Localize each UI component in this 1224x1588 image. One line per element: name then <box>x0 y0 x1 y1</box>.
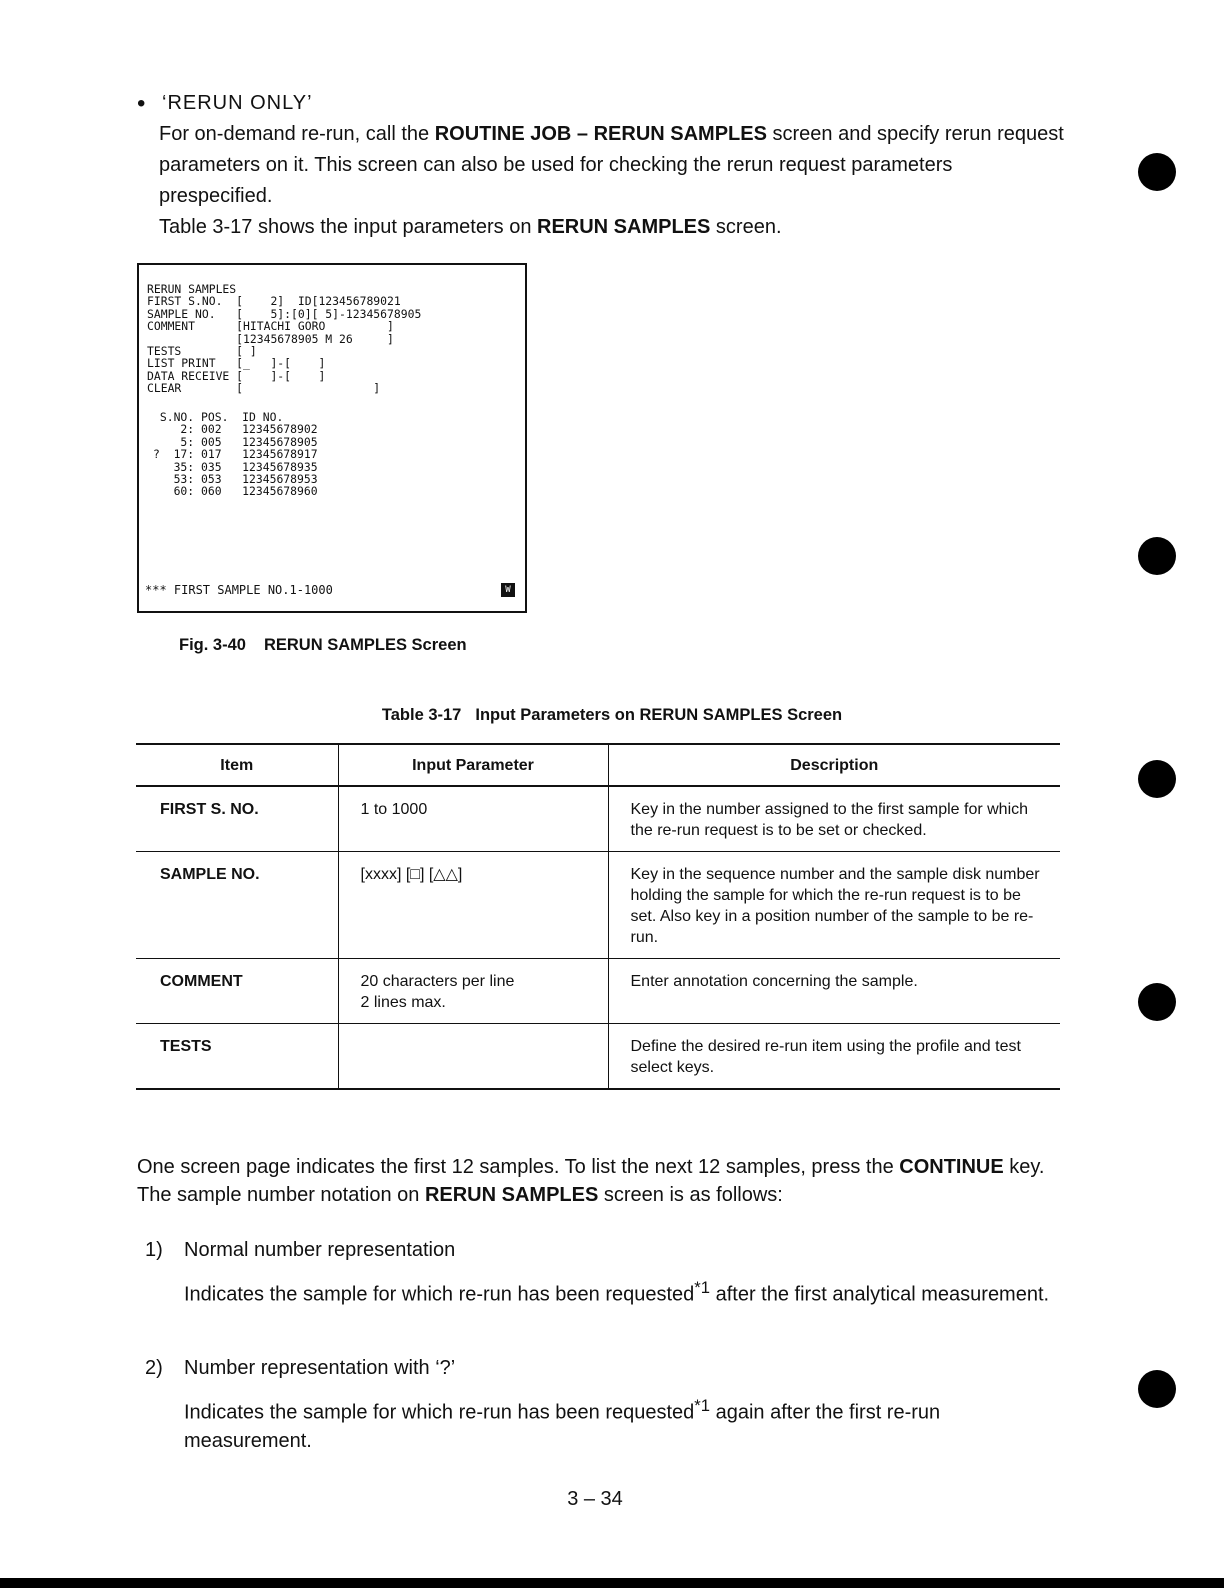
list-item-heading: Normal number representation <box>184 1239 456 1261</box>
page-number: 3 – 34 <box>567 1488 623 1510</box>
intro-paragraph-1: For on-demand re-run, call the ROUTINE JOB – RERUN SAMPLES screen and specify rerun request parameters on it. This screen can also be used for checking the rerun request parameters prespecified. <box>159 123 1064 207</box>
list-item <box>145 1354 1055 1455</box>
list-item-description: Indicates the sample for which re-run has been requested$^{*1}$ after the first analytical measurement. <box>184 1278 1050 1306</box>
list-item <box>145 1236 1055 1309</box>
table-number: Table 3-17 <box>381 706 462 724</box>
figure-title: RERUN SAMPLES Screen <box>263 636 467 654</box>
row-desc: Enter annotation concerning the sample. <box>608 959 1060 1024</box>
intro-paragraph-2: Table 3-17 shows the input parameters on RERUN SAMPLES screen. <box>159 216 782 238</box>
screen-footer-message: *** FIRST SAMPLE NO.1-1000 <box>145 583 333 597</box>
row-desc: Key in the sequence number and the sample disk number holding the sample for which the re-run request is to be set. Also key in a position number of the sample to be re-run. <box>608 852 1060 959</box>
intro-section <box>137 88 1067 243</box>
row-param <box>338 1024 608 1090</box>
screen-sample-list: S.NO. POS. ID NO. 2: 002 12345678902 5: 005 12345678905 ? 17: 017 12345678917 35: 035 12345678935 53: 053 12345678953 60: 060 12345678960 <box>153 410 318 499</box>
table-caption <box>0 706 1224 725</box>
page-bottom-edge <box>0 1578 1224 1588</box>
list-item-label: 2) <box>145 1357 163 1379</box>
column-header: Input Parameter <box>338 744 608 786</box>
binder-hole-icon <box>1138 760 1176 798</box>
binder-hole-icon <box>1138 983 1176 1021</box>
table-header-row <box>136 744 1060 786</box>
rerun-samples-screen-figure <box>137 263 527 613</box>
row-item: TESTS <box>136 1024 338 1090</box>
row-param: [xxxx] [□] [△△] <box>338 852 608 959</box>
bullet-title: • ‘RERUN ONLY’ <box>137 88 1067 119</box>
binder-hole-icon <box>1138 537 1176 575</box>
list-item-heading: Number representation with ‘?’ <box>184 1357 456 1379</box>
list-item-description: Indicates the sample for which re-run has been requested$^{*1}$ again after the first re-run measurement. <box>184 1396 941 1452</box>
column-header: Item <box>136 744 338 786</box>
table-row <box>136 786 1060 852</box>
table-row <box>136 1024 1060 1090</box>
row-param: 1 to 1000 <box>338 786 608 852</box>
row-param: 20 characters per line 2 lines max. <box>338 959 608 1024</box>
screen-status-icon: W <box>501 583 515 597</box>
column-header: Description <box>608 744 1060 786</box>
row-item: COMMENT <box>136 959 338 1024</box>
screen-parameter-lines: RERUN SAMPLES FIRST S.NO. [ 2] ID[123456789021 SAMPLE NO. [ 5]:[0][ 5]-12345678905 COMMENT [HITACHI GORO ] [12345678905 M 26 ] TESTS [ ] LIST PRINT [_ ]-[ ] DATA RECEIVE [ ]-[ ] CLEAR [ ] <box>147 282 422 396</box>
figure-number: Fig. 3-40 <box>179 636 246 654</box>
binder-hole-icon <box>1138 1370 1176 1408</box>
row-item: SAMPLE NO. <box>136 852 338 959</box>
body-paragraph: One screen page indicates the first 12 samples. To list the next 12 samples, press the CONTINUE key. The sample number notation on RERUN SAMPLES screen is as follows: <box>137 1156 1045 1206</box>
table-row <box>136 852 1060 959</box>
table-title: Input Parameters on RERUN SAMPLES Screen <box>475 706 843 724</box>
row-item: FIRST S. NO. <box>136 786 338 852</box>
row-desc: Key in the number assigned to the first sample for which the re-run request is to be set or checked. <box>608 786 1060 852</box>
list-item-label: 1) <box>145 1239 163 1261</box>
row-desc: Define the desired re-run item using the profile and test select keys. <box>608 1024 1060 1090</box>
input-parameters-table <box>136 743 1060 1090</box>
binder-hole-icon <box>1138 153 1176 191</box>
figure-caption <box>179 636 467 655</box>
table-row <box>136 959 1060 1024</box>
